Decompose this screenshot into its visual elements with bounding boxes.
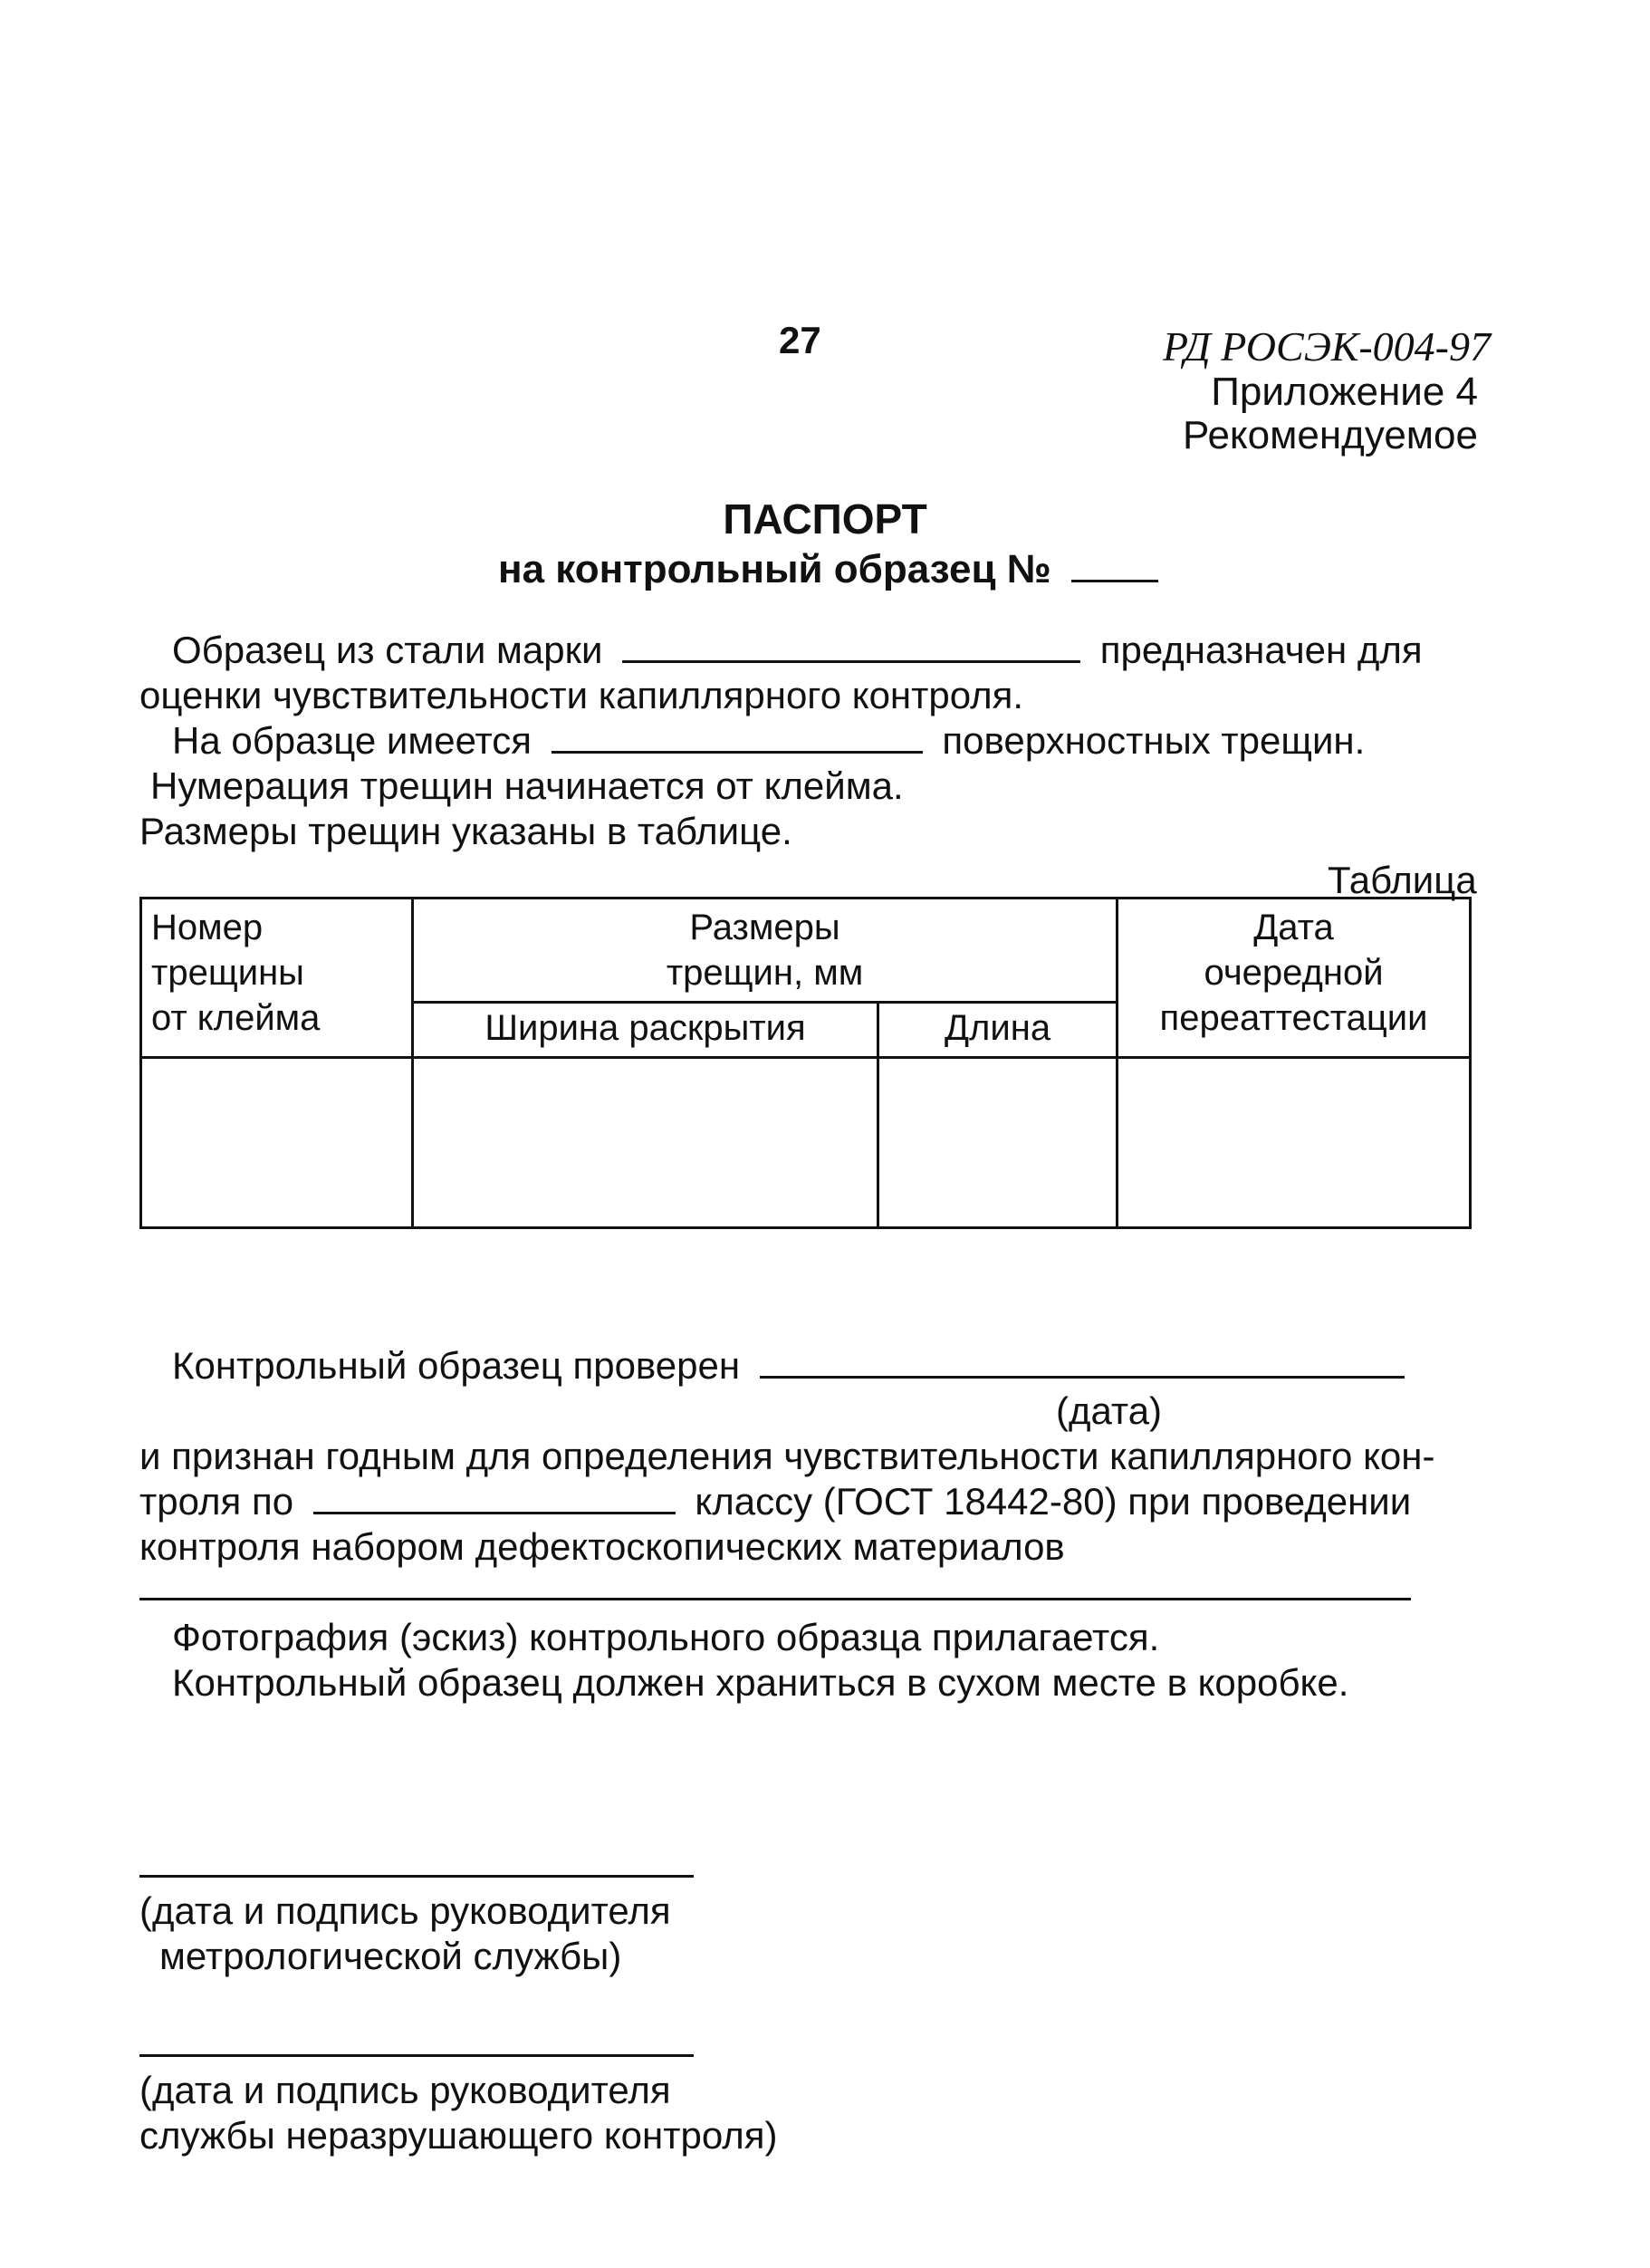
document-subtitle — [498, 547, 1158, 592]
document-title: ПАСПОРТ — [723, 495, 927, 543]
sensitivity-class-blank[interactable] — [313, 1481, 676, 1514]
metrology-caption-1: (дата и подпись руководителя — [139, 1889, 671, 1932]
col3-line-2: очередной — [1204, 953, 1384, 993]
col-recertification-date-header — [1118, 899, 1471, 1058]
steel-grade-label: Образец из стали марки — [172, 629, 603, 671]
metrology-caption-2: метрологической службы) — [159, 1935, 622, 1977]
table-cell-opening-width[interactable] — [413, 1058, 878, 1228]
intro-line-3 — [172, 719, 1365, 763]
verification-line-1 — [172, 1344, 1405, 1388]
materials-blank-line[interactable] — [139, 1598, 1411, 1600]
table-header-row — [141, 899, 1471, 1003]
steel-grade-blank[interactable] — [622, 629, 1080, 663]
col3-line-3: переаттестации — [1159, 998, 1428, 1038]
table-cell-length[interactable] — [878, 1058, 1118, 1228]
col1-line-3: от клейма — [151, 998, 321, 1038]
photo-note: Фотография (эскиз) контрольного образца прилагается. — [172, 1616, 1160, 1658]
cracks-count-blank[interactable] — [552, 720, 923, 754]
metrology-signature-line[interactable] — [139, 1875, 694, 1878]
col-crack-number-header — [141, 899, 413, 1058]
date-caption: (дата) — [1056, 1389, 1163, 1432]
surface-cracks-label: поверхностных трещин. — [942, 719, 1366, 762]
page-number: 27 — [779, 319, 821, 361]
table-caption: Таблица — [1328, 859, 1477, 901]
intro-line-5: Размеры трещин указаны в таблице. — [139, 810, 792, 852]
col-opening-width-header: Ширина раскрытия — [413, 1003, 878, 1058]
col2-line-2: трещин, мм — [666, 953, 864, 993]
verification-line-4: контроля набором дефектоскопических материалов — [139, 1525, 1065, 1568]
document-code: РД РОСЭК-004-97 — [1163, 323, 1492, 370]
table-cell-crack-number[interactable] — [141, 1058, 413, 1228]
subtitle-text: на контрольный образец № — [498, 547, 1051, 591]
purpose-label: предназначен для — [1099, 629, 1423, 671]
class-prefix-label: троля по — [139, 1480, 294, 1523]
intro-line-2: оценки чувствительности капиллярного контроля. — [139, 674, 1024, 716]
ndt-caption-1: (дата и подпись руководителя — [139, 2069, 671, 2111]
verified-label: Контрольный образец проверен — [172, 1344, 741, 1387]
intro-line-1 — [172, 629, 1423, 672]
ndt-caption-2: службы неразрушающего контроля) — [139, 2114, 778, 2157]
verification-date-blank[interactable] — [760, 1345, 1405, 1379]
storage-note: Контрольный образец должен храниться в сухом месте в коробке. — [172, 1661, 1349, 1704]
sample-number-blank[interactable] — [1071, 549, 1158, 582]
cracks-table — [139, 897, 1472, 1229]
verification-line-3 — [139, 1480, 1411, 1523]
appendix-label: Приложение 4 — [1211, 370, 1478, 414]
col1-line-2: трещины — [151, 953, 304, 993]
recommendation-status: Рекомендуемое — [1183, 413, 1478, 457]
ndt-signature-line[interactable] — [139, 2054, 694, 2057]
class-standard-label: классу (ГОСТ 18442-80) при проведении — [695, 1480, 1412, 1523]
col-length-header: Длина — [878, 1003, 1118, 1058]
table-cell-recertification-date[interactable] — [1118, 1058, 1471, 1228]
intro-line-4: Нумерация трещин начинается от клейма. — [150, 764, 904, 807]
cracks-count-label: На образце имеется — [172, 719, 532, 762]
col1-line-1: Номер — [151, 908, 264, 947]
col2-line-1: Размеры — [689, 908, 840, 947]
col3-line-1: Дата — [1253, 908, 1334, 947]
col-crack-size-header — [413, 899, 1118, 1003]
verification-line-2: и признан годным для определения чувствительности капиллярного кон- — [139, 1435, 1435, 1477]
table-row — [141, 1058, 1471, 1228]
